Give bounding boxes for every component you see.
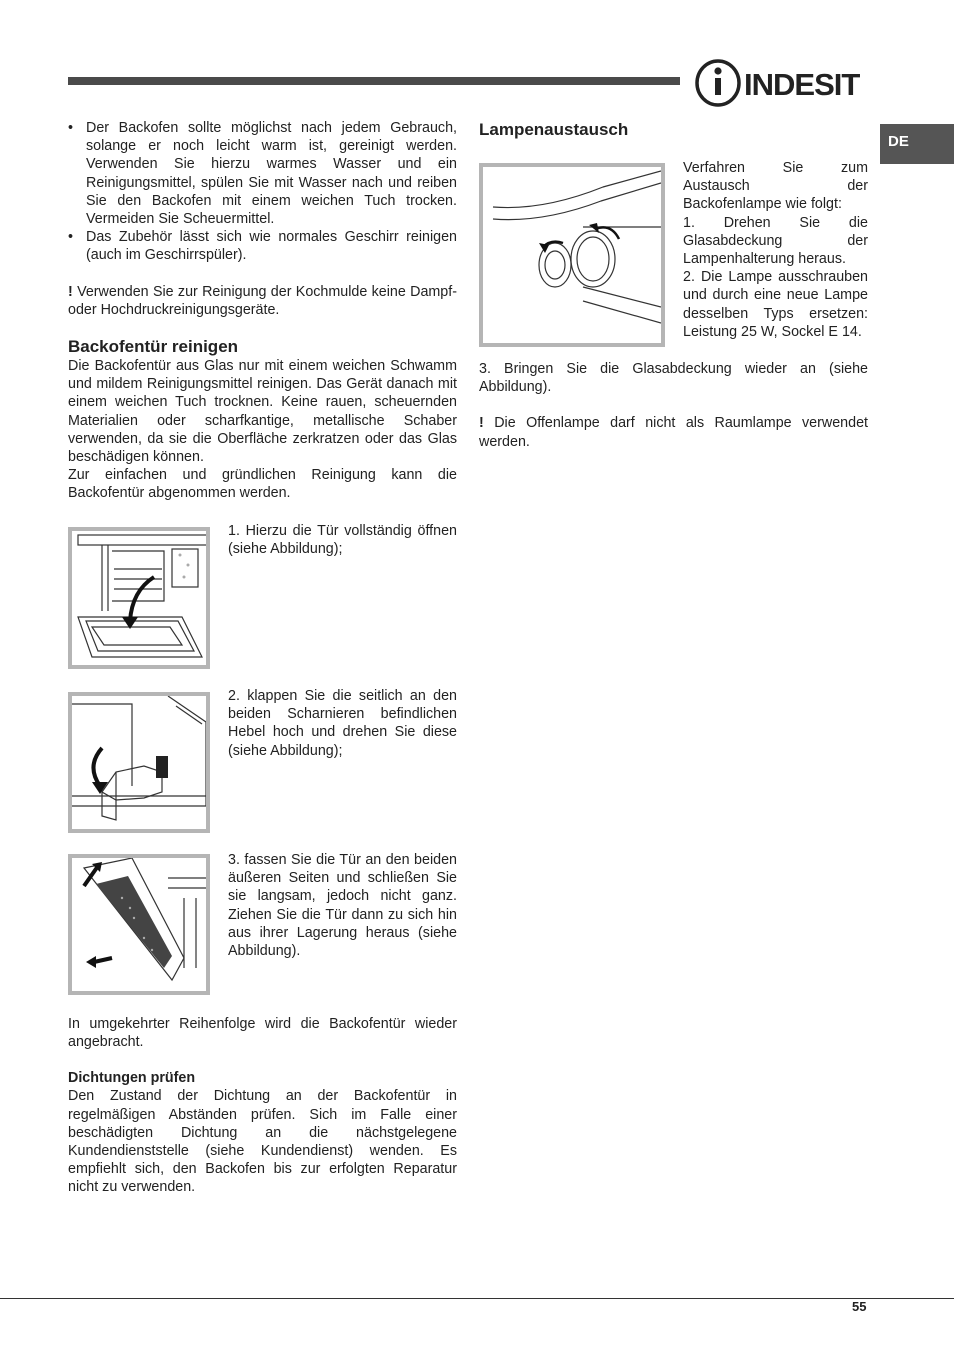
seal-section [68,1015,457,1197]
lamp-illustration [483,167,661,343]
door-removal-illustration [72,858,206,991]
warning-text: Verwenden Sie zur Reinigung der Kochmulde keine Dampf- oder Hochdruckreinigungsgeräte. [68,283,457,318]
door-step-2: 2. klappen Sie die seitlich an den beiden Scharnieren befindlichen Hebel hoch und drehen Sie diese (siehe Abbildung); [228,688,457,759]
language-tab: DE [880,124,954,164]
lamp-step-3: 3. Bringen Sie die Glasabdeckung wieder an (siehe Abbildung). [479,361,868,396]
figure-door-removal [68,854,210,995]
lamp-warning [479,414,868,450]
figure-door-open [68,527,210,669]
lamp-step-2: 2. Die Lampe ausschrauben und durch eine neue Lampe desselben Typs ersetzen: Leistung 25 W, Sockel E 14. [683,269,868,340]
seal-text: Den Zustand der Dichtung an der Backofentür in regelmäßigen Abständen prüfen. Sich im Falle einer beschädigten Dichtung an die nächstgelegene Kundendienststelle (siehe Kundendienst) wenden. Es empfiehlt sich, den Backofen bis zur erfolgten Reparatur nicht zu verwenden. [68,1088,457,1196]
header-rule [68,77,680,85]
brand-logo [694,58,872,108]
door-step-1: 1. Hierzu die Tür vollständig öffnen (siehe Abbildung); [228,523,457,558]
door-open-illustration [72,531,206,665]
footer-rule [0,1298,954,1299]
door-removal-text: Zur einfachen und gründlichen Reinigung kann die Backofentür abgenommen werden. [68,467,457,502]
lamp-intro-text: Verfahren Sie zum Austausch der Backofenlampe wie folgt: [683,160,868,213]
lamp-instructions [683,159,868,341]
page-number: 55 [852,1299,867,1314]
door-step-3: 3. fassen Sie die Tür an den beiden äußeren Seiten und schließen Sie sie langsam, jedoch nicht ganz. Ziehen Sie die Tür dann zu sich hin aus ihrer Lagerung heraus (siehe Abbildung). [228,852,457,960]
warning-text: Die Offenlampe darf nicht als Raumlampe verwendet werden. [479,415,868,450]
figure-hinge-lever [68,692,210,833]
seal-heading: Dichtungen prüfen [68,1070,196,1087]
reassembly-text: In umgekehrter Reihenfolge wird die Backofentür wieder angebracht. [68,1016,457,1051]
lamp-step-1: 1. Drehen Sie die Glasabdeckung der Lampenhalterung heraus. [683,214,868,268]
hinge-lever-illustration [72,696,206,829]
warning-mark: ! [479,415,484,432]
figure-lamp [479,163,665,347]
bullet-item: • Der Backofen sollte möglichst nach jedem Gebrauch, solange er noch leicht warm ist, gereinigt werden. Verwenden Sie hierzu warmes Wasser und ein Reinigungsmittel, spülen Sie mit Wasser nach und reiben Sie den Backofen mit einem weichen Tuch trocken. Vermeiden Sie Scheuermittel. [68,119,457,228]
bullet-item: • Das Zubehör lässt sich wie normales Geschirr reinigen (auch im Geschirrspüler). [68,228,457,264]
lamp-closing-section [479,360,868,451]
door-intro-text: Die Backofentür aus Glas nur mit einem weichen Schwamm und mildem Reinigungsmittel reinigen. Das Gerät danach mit einem weichen Tuch trocknen. Keine rauen, scheuernden Materialien oder scharfkantige, metallische Schaber verwenden, da sie die Oberfläche zerkratzen oder das Glas beschädigen können. [68,358,457,466]
cleaning-section [68,119,457,503]
hob-warning [68,283,457,319]
warning-mark: ! [68,283,73,300]
lamp-heading: Lampenaustausch [479,120,629,139]
door-cleaning-heading: Backofentür reinigen [68,337,239,357]
svg-text:INDESIT: INDESIT [744,67,860,102]
cleaning-bullet-list [68,119,457,265]
